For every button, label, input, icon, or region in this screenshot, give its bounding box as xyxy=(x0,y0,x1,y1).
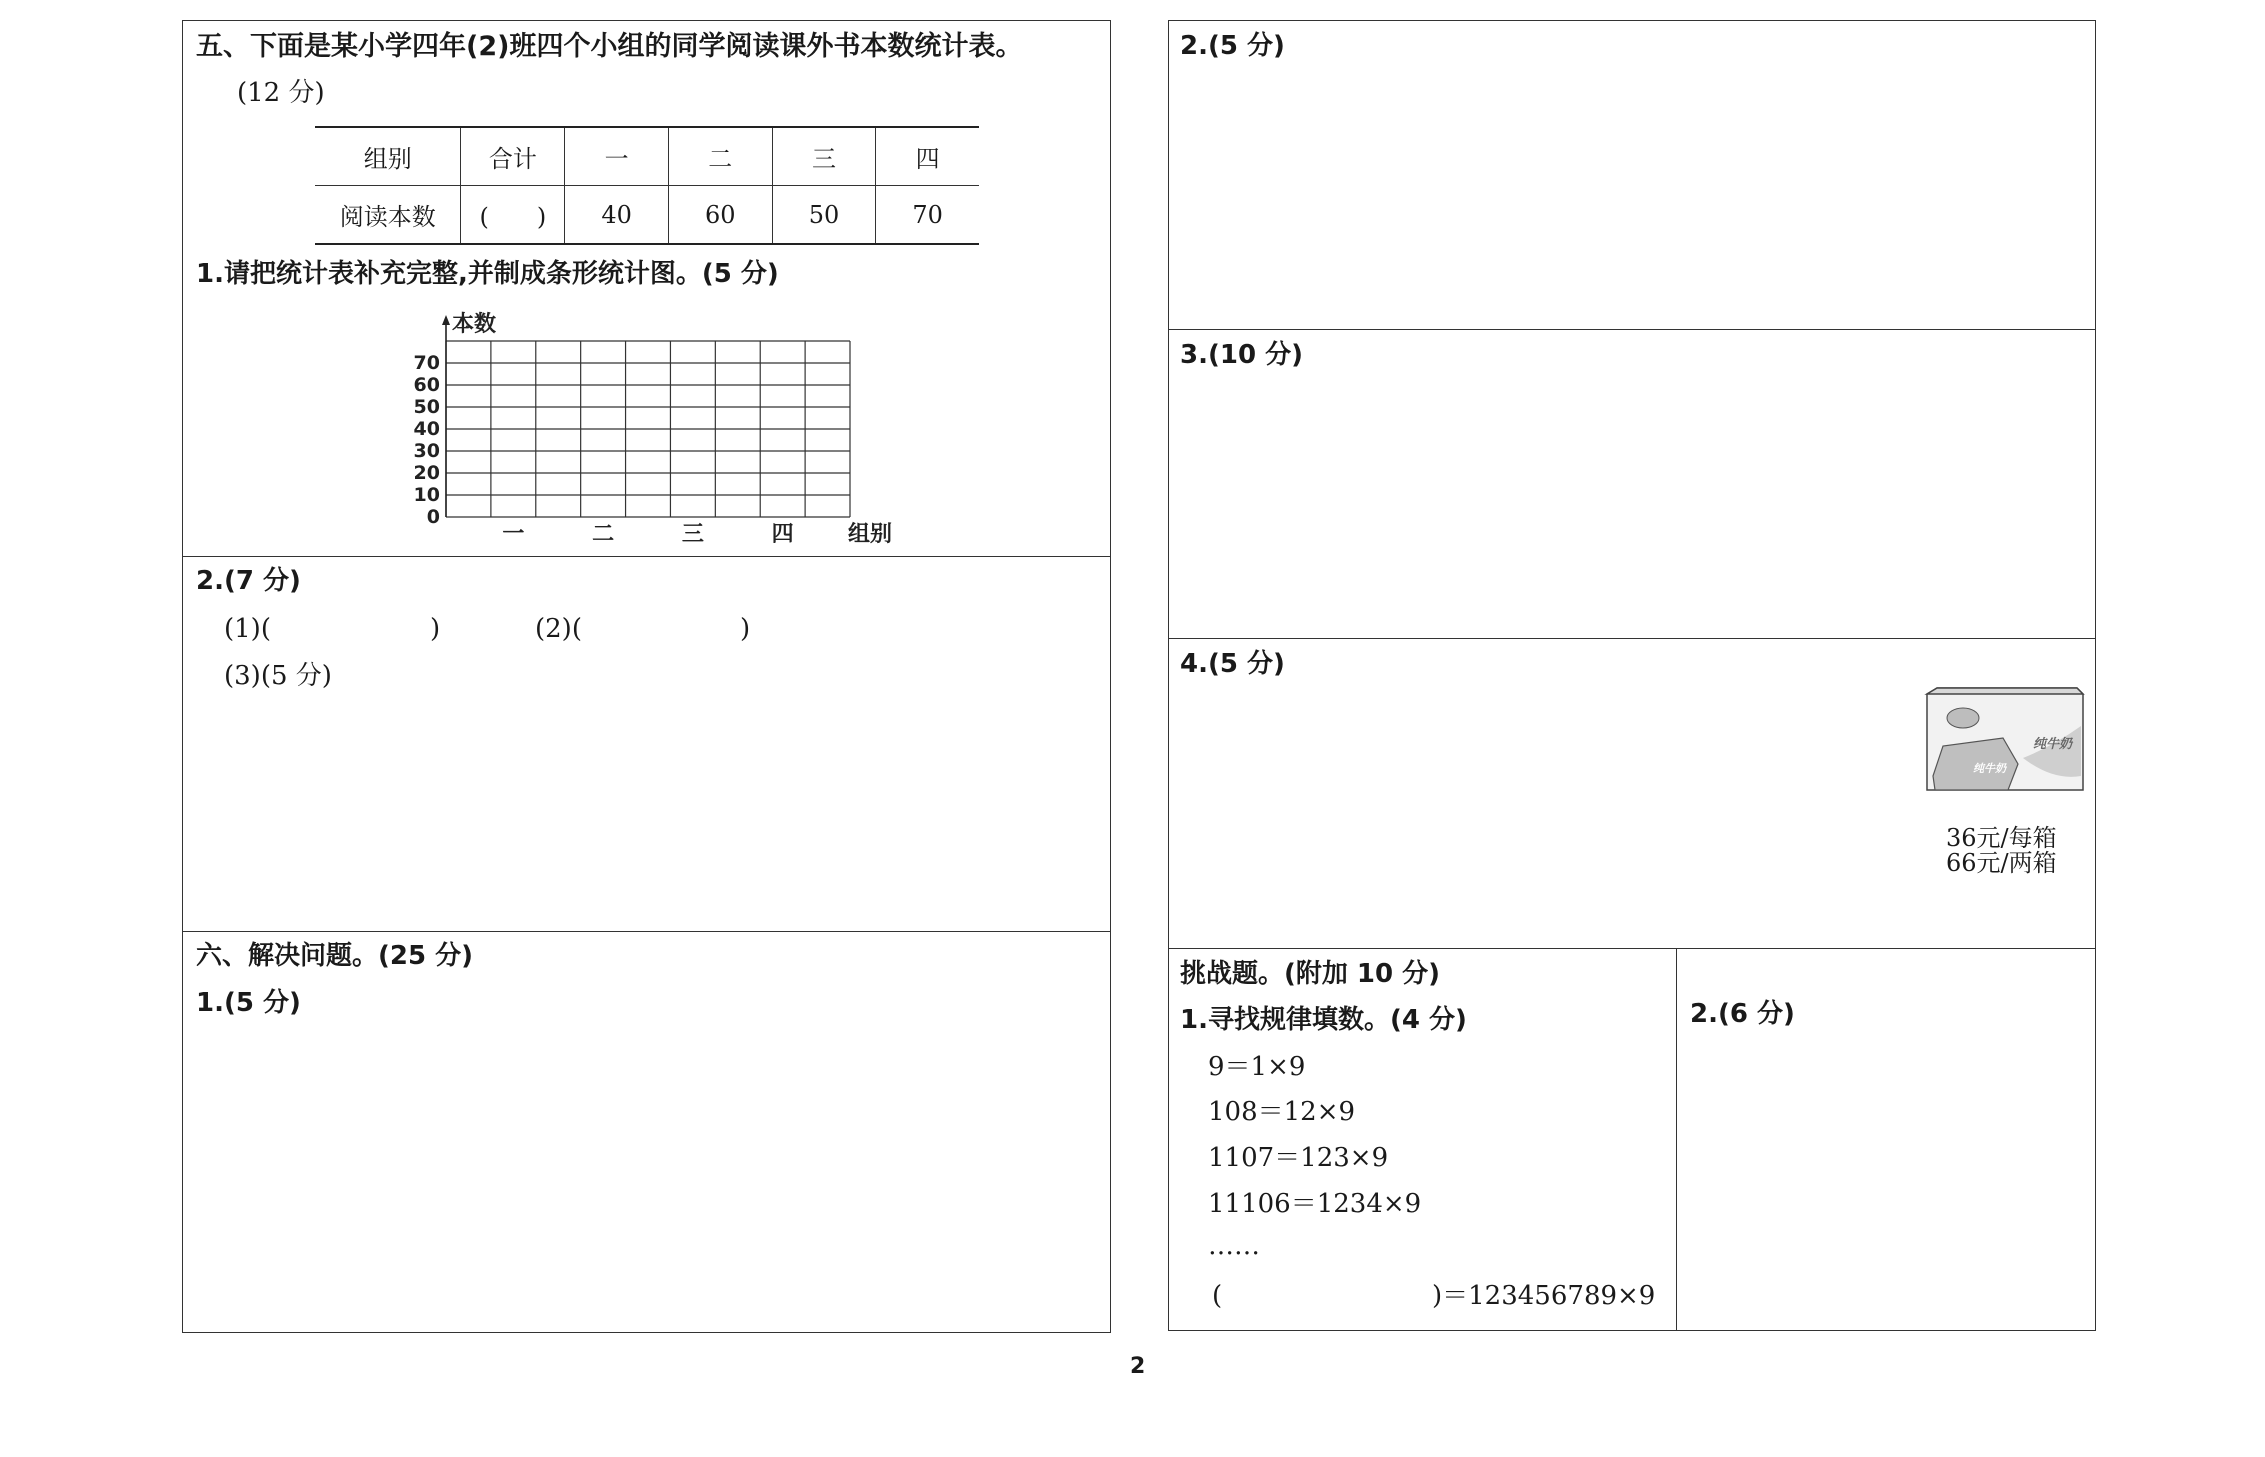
right-column-frame xyxy=(1168,20,2096,1331)
total-blank[interactable]: ( ) xyxy=(461,186,565,245)
y-tick-label: 10 xyxy=(413,484,440,506)
divider-challenge-cols xyxy=(1676,948,1677,1331)
divider-r2-r3 xyxy=(1168,329,2096,330)
q2-part1-open: (1)( xyxy=(224,614,271,644)
challenge-title: 挑战题。(附加 10 分) xyxy=(1180,959,1441,989)
header-g1: 一 xyxy=(565,127,669,186)
pattern-line-3: 1107＝123×9 xyxy=(1208,1143,1389,1173)
pattern-line-2: 108＝12×9 xyxy=(1208,1097,1356,1127)
pattern-answer-open[interactable]: ( xyxy=(1212,1281,1223,1311)
value-g4: 70 xyxy=(876,186,979,245)
right-q3: 3.(10 分) xyxy=(1180,340,1303,370)
header-total: 合计 xyxy=(461,127,565,186)
x-category-label: 三 xyxy=(681,522,704,545)
x-category-label: 二 xyxy=(592,522,615,545)
y-axis-label: 本数 xyxy=(452,312,497,337)
price-per-box: 36元/每箱 xyxy=(1946,824,2057,852)
challenge-q2: 2.(6 分) xyxy=(1690,999,1795,1029)
y-tick-label: 20 xyxy=(413,462,440,484)
y-tick-label: 50 xyxy=(413,396,440,418)
y-tick-label: 30 xyxy=(413,440,440,462)
q2-part2-open: (2)( xyxy=(535,614,582,644)
section5-title: 五、下面是某小学四年(2)班四个小组的同学阅读课外书本数统计表。 xyxy=(196,31,1023,62)
table-data-row xyxy=(315,186,979,245)
header-group: 组别 xyxy=(315,127,461,186)
bag-label: 纯牛奶 xyxy=(1973,762,2006,775)
box-label: 纯牛奶 xyxy=(2033,737,2073,752)
y-tick-label: 70 xyxy=(413,352,440,374)
right-q2: 2.(5 分) xyxy=(1180,31,1285,61)
value-g3: 50 xyxy=(772,186,876,245)
y-axis-arrow xyxy=(442,315,450,325)
price-two-boxes: 66元/两箱 xyxy=(1946,849,2057,877)
header-g2: 二 xyxy=(668,127,772,186)
y-tick-label: 0 xyxy=(426,506,440,528)
pattern-answer-rest: )＝123456789×9 xyxy=(1432,1281,1656,1311)
challenge-q1: 1.寻找规律填数。(4 分) xyxy=(1180,1005,1467,1035)
value-g1: 40 xyxy=(565,186,669,245)
divider-q2-sec6 xyxy=(182,931,1111,932)
right-q4: 4.(5 分) xyxy=(1180,649,1285,679)
q2-part3: (3)(5 分) xyxy=(224,661,332,691)
pattern-line-4: 11106＝1234×9 xyxy=(1208,1189,1422,1219)
milk-box-picture xyxy=(1923,686,2088,796)
pattern-ellipsis: …… xyxy=(1208,1231,1260,1261)
divider-sec5-q2 xyxy=(182,556,1111,557)
x-category-label: 四 xyxy=(771,522,794,545)
page-number: 2 xyxy=(1130,1354,1146,1379)
divider-r3-r4 xyxy=(1168,638,2096,639)
table-header-row xyxy=(315,127,979,186)
pattern-line-1: 9＝1×9 xyxy=(1208,1052,1306,1082)
header-g4: 四 xyxy=(876,127,979,186)
section5-q1: 1.请把统计表补充完整,并制成条形统计图。(5 分) xyxy=(196,259,779,289)
q2-part2-close: ) xyxy=(740,614,751,644)
section6-q1: 1.(5 分) xyxy=(196,988,301,1018)
divider-r4-challenge xyxy=(1168,948,2096,949)
header-g3: 三 xyxy=(772,127,876,186)
x-category-label: 一 xyxy=(502,522,525,545)
value-g2: 60 xyxy=(668,186,772,245)
section5-score: (12 分) xyxy=(237,78,325,108)
row-label: 阅读本数 xyxy=(315,186,461,245)
q2-part1-close: ) xyxy=(430,614,441,644)
y-tick-label: 40 xyxy=(413,418,440,440)
reading-stat-table xyxy=(315,126,979,245)
bar-chart-grid[interactable] xyxy=(400,305,920,545)
y-tick-label: 60 xyxy=(413,374,440,396)
x-axis-label: 组别 xyxy=(847,522,893,545)
question2-label: 2.(7 分) xyxy=(196,566,301,596)
section6-title: 六、解决问题。(25 分) xyxy=(196,941,473,971)
